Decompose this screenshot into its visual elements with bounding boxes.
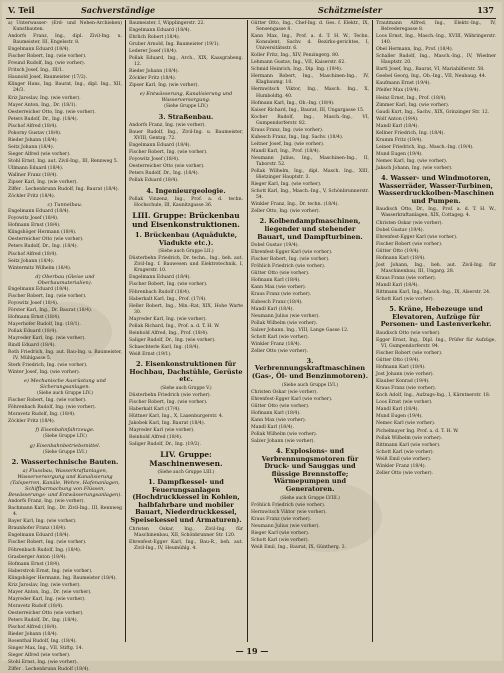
directory-entry: Hüttner Karl, Ing., X, Laxenburgerstr. 4. <box>129 413 224 419</box>
directory-entry: Mayreder Karl (wie vorher). <box>129 428 195 434</box>
cross-reference: (Siehe auch Gruppe LIII.) <box>157 469 215 475</box>
cross-reference: (Siehe auch Gruppe V.) <box>160 385 212 391</box>
directory-entry: Loos Ernst (wie vorher). <box>376 400 433 406</box>
subsection-heading: e) Mechanische Ausrüstung und Sicherungsanlagen. <box>24 378 106 391</box>
directory-entry: Hermwitsch Viktor (wie vorher). <box>251 509 327 515</box>
directory-entry: Schaller Rudolf, Ing., Masch.-Ing., IV, Wiedner Hauptstr. 20. <box>376 54 496 66</box>
section-heading: 2. Wassertechnische Bauten. <box>11 457 119 466</box>
directory-entry: Obel Hermann, Ing., Prof. (18/4). <box>376 47 454 53</box>
section-heading: 1. Brückenbau (Aquädukte, Viadukte etc.). <box>135 231 237 247</box>
directory-entry: Rittmann Karl, Ing., Masch.-Ing., IX, Alserstr. 24. <box>376 289 491 295</box>
directory-entry: Pollak Eduard, Ing., Arch., XIX, Kaasgrabeng. 12. <box>129 56 243 68</box>
directory-entry: Kann Max (wie vorher). <box>251 417 307 423</box>
directory-entry: Schmid Heinrich, Ing., Dip. Ing. (19/4). <box>251 67 343 73</box>
column-2 <box>129 21 243 641</box>
directory-entry: Kraus Franz (wie vorher). <box>251 516 312 522</box>
directory-entry: Winkler Franz (18/4). <box>376 463 427 469</box>
directory-entry: Engelmann Eduard (18/4). <box>8 286 70 292</box>
directory-entry: Peters Rudolf, Dr., Ing. (18/4). <box>129 171 199 177</box>
directory-entry: Engelmann Eduard (18/4). <box>129 143 191 149</box>
directory-entry: Kraus Franz (wie vorher). <box>251 292 312 298</box>
directory-entry: Düsterbehn Friedrich (wie vorher). <box>129 392 212 398</box>
directory-entry: Pischof Alfred (18/4). <box>8 123 58 129</box>
directory-entry: Ehrenfest-Egger Karl (wie vorher). <box>376 234 458 240</box>
directory-entry: Ehrenfest-Egger Karl (wie vorher). <box>251 396 333 402</box>
directory-entry: Fischer Robert, Ing. (wie vorher). <box>251 257 330 263</box>
directory-entry: Singer Max, Ing., VII, Stiftg. 14. <box>8 646 83 652</box>
directory-entry: Engelmann Eduard (18/4). <box>8 533 70 539</box>
directory-entry: Haberkalt Karl, Ing., Prof. (17/4). <box>129 296 207 302</box>
directory-entry: Mandl Karl (18/4). <box>376 123 419 129</box>
directory-entry: Hofmann Karl (18/4). <box>251 410 301 416</box>
directory-entry: Mund Eugen (19/4). <box>376 414 423 420</box>
directory-entry: Ehrenfest-Egger Karl, Ing., Bau-R., beh. aut. Zivil-Ing., IV, Heumühlg. 4. <box>129 539 243 551</box>
directory-entry: Wintermitz Wilhelm (18/4). <box>8 265 72 271</box>
directory-entry: Heinz Ernst, Ing., Prof. (18/4). <box>376 95 447 101</box>
directory-entry: Mandl Karl, Ing., Prof. (18/4). <box>251 148 320 154</box>
directory-entry: Mandl Karl (18/4). <box>376 407 419 413</box>
directory-entry: Oesterreicher Otto (wie vorher). <box>8 610 84 616</box>
directory-entry: Zimmer Karl, Ing. (wie vorher). <box>376 102 450 108</box>
section-heading: 3. Straßenbau. <box>158 112 214 121</box>
directory-entry: Hermwitsch Viktor, Ing., Masch. Ing., X, Humboldtg. 40. <box>251 87 369 99</box>
subsection-heading: f) Eisenbahnfahrzeuge. <box>35 427 95 434</box>
directory-entry: Schott Karl (wie vorher). <box>376 449 434 455</box>
group-heading: LIV. Gruppe: Maschinenwesen. <box>149 450 223 468</box>
directory-entry: Föhrenbach Rudolf, Ing. (18/4). <box>8 547 82 553</box>
directory-entry: Haberkalt Karl (17/4). <box>129 406 181 412</box>
directory-entry: Fischer Robert, Ing. (wie vorher). <box>8 540 87 546</box>
directory-entry: Klinger Hans, Ing. Baurat, Ing., dipl. Ing., XII, 24/3. <box>8 82 122 94</box>
directory-entry: Leiner Friedrich, Ing., Masch.-Ing. (19/4). <box>376 144 474 150</box>
directory-entry: Fischer Robert, Ing. (wie vorher). <box>129 150 208 156</box>
directory-entry: Engelmann Eduard (18/4). <box>8 209 70 215</box>
directory-entry: Haunold Josef, Baumeister (17/2). <box>8 75 87 81</box>
directory-entry: Foyowitz Josef (18/4). <box>8 300 59 306</box>
cross-reference: (Siehe Gruppe LIV.) <box>43 434 87 440</box>
directory-entry: Föhrenbach Rudolf, Ing. (wie vorher). <box>8 405 96 411</box>
directory-entry: Andorfs Franz, Ing. (wie vorher). <box>8 499 85 505</box>
cross-reference: (Siehe auch Gruppe LII.) <box>158 249 214 255</box>
directory-entry: Klingshöger Hermann, Ing. Baumeister (18/4). <box>8 575 117 581</box>
directory-entry: Jakobek Karl, Ing. Baurat (18/4). <box>129 420 206 426</box>
directory-entry: Zeller Otto, Ing. (wie vorher). <box>251 209 321 215</box>
directory-entry: Saliger Rudolf, Dr., Ing. (wie vorher). <box>129 337 216 343</box>
directory-entry: Oesterreicher Otto, Ing. (wie vorher). <box>8 109 96 115</box>
directory-entry: Stohl Ernst, Ing. (wie vorher). <box>8 660 78 666</box>
directory-entry: Mayreder Karl, Ing. (wie vorher). <box>8 596 86 602</box>
directory-entry: Gütter Otto (wie vorher). <box>251 403 310 409</box>
directory-entry: Lederer Josef (18/4). <box>129 49 178 55</box>
directory-entry: Roth Friedrich, Ing. aut. Bau-Ing. u. Baumeister, IV, Mühlgasse 5. <box>8 350 122 362</box>
directory-entry: Moravetz Rudolf, Ing. (18/4). <box>8 412 76 418</box>
directory-entry: Mayer Anton, Ing., Dr. (18/1). <box>8 102 77 108</box>
column-1 <box>8 21 122 673</box>
directory-entry: Mayreder Karl, Ing. (wie vorher). <box>129 316 207 322</box>
directory-entry: Mandl Karl (18/4). <box>376 282 419 288</box>
directory-entry: Neumann Julius (wie vorher). <box>251 523 320 529</box>
section-heading: 2. Kolbendampfmaschinen, liegender und stehender Bauart, und Dampfturbinen. <box>257 217 363 241</box>
directory-entry: Zipser Karl, Ing. (wie vorher). <box>8 180 78 186</box>
directory-entry: Rittmann Karl (wie vorher). <box>376 442 441 448</box>
directory-entry: Kann Max, Ing., Prof. a. d. T. H. W., Techn. Konsulent, Sachv. d. Bezirks-gerichtes, I, Universitätsstr. 6. <box>251 34 369 52</box>
directory-entry: Koch Adolf, Ing., Aufzugs-Ing., I, Kärntnerstr. 18. <box>376 393 491 399</box>
directory-entry: Mayer Anton, Ing., Dr. (wie vorher). <box>8 589 92 595</box>
cross-reference: (Siehe Gruppe LIV.) <box>164 104 208 110</box>
directory-entry: Klingshöger Hermann (18/4). <box>8 230 77 236</box>
directory-entry: Hofmann Karl (18/4). <box>376 365 426 371</box>
directory-entry: Lehmann Gustav, Ing., VII, Kaiserstr. 62. <box>251 60 346 66</box>
directory-entry: Hofmann Karl (18/4). <box>376 255 426 261</box>
directory-entry: Kellner Friedrich, Ing. (18/4). <box>376 130 445 136</box>
directory-entry: Fischer Robert (wie vorher). <box>376 350 443 356</box>
directory-entry: Braunhofer Franz (18/4). <box>8 526 67 532</box>
directory-entry: Föhrenbach Rudolf (18/4). <box>129 289 191 295</box>
directory-entry: Sterk Friedrich, Ing. (wie vorher). <box>8 363 88 369</box>
directory-entry: Engelmann Eduard (18/4). <box>129 275 191 281</box>
directory-entry: Kaufmann Ernst (19/4). <box>376 81 431 87</box>
directory-entry: Neumann Julius, Ing., Maschinen-Ing., II, Taborstr. 52. <box>251 155 369 167</box>
directory-entry: Foyowitz Josef (18/4). <box>129 157 180 163</box>
footer-page-number: — 19 — <box>235 646 269 656</box>
directory-entry: Ziffer . Lechenbrunn Rudolf, Ing. Baurat (18/4). <box>8 187 120 193</box>
directory-entry: Baudisch Otto (wie vorher). <box>376 330 441 336</box>
directory-entry: Pollak Eduard (18/4). <box>8 328 58 334</box>
directory-entry: Winter Josef, Ing. (wie vorher). <box>8 370 81 376</box>
subsection-heading: d) Oberbau (Gleise und Oberbaumaterialien). <box>35 273 95 286</box>
directory-entry: Bauer Rudolf, Ing., Zivil-Ing. u. Baumeister, XVIII, Gentzg. 72. <box>129 130 243 142</box>
directory-entry: Fischer Robert (wie vorher). <box>376 241 443 247</box>
directory-entry: Rieder Johann (18/4). <box>8 632 59 638</box>
directory-entry: Wolf Anton (19/4). <box>376 116 419 122</box>
directory-entry: Mandl Karl (18/4). <box>251 306 294 312</box>
section-heading: 1. Dampfkessel- und Feuerungsanlagen (Hochdruckkessel in Kohlen, halbfahrbare und mobiler Bauart, Niederdruckkessel, Speisekessel und Armaturen). <box>130 478 242 524</box>
directory-entry: Schott Karl (wie vorher). <box>376 297 434 303</box>
directory-entry: Ziffer . Lechenbrunn Rudolf (18/4). <box>8 667 90 673</box>
directory-entry: Dobel Gustav (19/4). <box>376 227 425 233</box>
directory-entry: Weiß Emil, Ing., Baurat, IX, Güntherg. 3. <box>251 544 347 550</box>
directory-entry: Zeller Otto (wie vorher). <box>251 348 308 354</box>
directory-entry: Stohl Ernst, Ing. aut. Zivil-Ing., III, Rennweg 5. <box>8 158 119 164</box>
directory-entry: Fröhlich Friedrich (wie vorher). <box>251 502 326 508</box>
directory-entry: Foyowitz Josef (18/4). <box>8 216 59 222</box>
directory-entry: Oesterreicher Otto (wie vorher). <box>8 237 84 243</box>
directory-entry: Pokorny Gustav (18/4). <box>8 130 62 136</box>
directory-entry: Schott Karl, Ing., Masch.-Ing., V, Schönbrunnerstr. 54. <box>251 189 370 201</box>
directory-entry: Pichelmayer Ing. Prof. a. d. T. H. W. <box>376 428 459 434</box>
group-heading: LIII. Gruppe: Brückenbau und Eisenkonstruktionen. <box>132 211 240 229</box>
directory-entry: Klauber Konrad (19/4). <box>376 379 430 385</box>
directory-entry: Engelmann Eduard (18/4). <box>8 47 70 53</box>
directory-entry: Ehrenfest-Egger Karl (wie vorher). <box>251 250 333 256</box>
directory-entry: Rindl Eduard (18/4). <box>8 343 56 349</box>
directory-entry: Loos Ernst, Ing., Masch.-Ing., XVIII, Währingerstr. 140. <box>376 34 496 46</box>
directory-entry: Hofmann Ernst (18/4). <box>8 223 61 229</box>
directory-entry: Jost Johann (wie vorher). <box>376 372 435 378</box>
directory-entry: Kraus Franz (wie vorher). <box>376 386 437 392</box>
directory-entry: Mund Eugen (19/4). <box>376 151 423 157</box>
header-title-left: Sachverständige <box>81 5 156 15</box>
cross-reference: (Siehe auch Gruppe LVIII.) <box>280 495 340 501</box>
directory-entry: Zeller Otto (wie vorher). <box>376 470 433 476</box>
column-3 <box>251 21 369 641</box>
directory-entry: Hofmann Ernst (18/4). <box>8 314 61 320</box>
directory-entry: Andorfs Franz, Ing., dipl. Zivil-Ing. u. Baumeister, III, Engelsstr. 8. <box>8 34 122 46</box>
column-divider <box>125 20 126 642</box>
directory-entry: Seitz Johann (18/4). <box>8 258 55 264</box>
directory-entry: Gütter Otto, Ing., Chef-Ing. d. Ges. f. Elektr., IX, Sensengasse 8. <box>251 21 369 33</box>
directory-entry: Fischer Robert, Ing. (wie vorher). <box>129 282 208 288</box>
directory-entry: Rieger Karl, Ing. (wie vorher). <box>251 182 322 188</box>
directory-entry: Gaudi Kurt, Ing., Sachv., XIX, Grinzinger Str. 12. <box>376 109 490 115</box>
directory-entry: Hofmann Karl, Ing., Ob.-Ing. (18/4). <box>251 100 335 106</box>
directory-entry: Förster Karl, Ing., Dr. Baurat (18/4). <box>8 307 93 313</box>
directory-entry: Wallner Franz (18/4). <box>8 173 58 179</box>
directory-entry: Gütter Otto (wie vorher). <box>251 271 310 277</box>
section-heading: 3. Verbrennungskraftmaschinen (Gas-, Öl- und Benzinmotoren). <box>251 356 369 381</box>
directory-entry: Weiß Emil (wie vorher). <box>376 456 432 462</box>
section-heading: 2. Eisenkonstruktionen für Hochbau, Dachstühle, Gerüste etc. <box>129 359 243 384</box>
directory-entry: Kann Max (wie vorher). <box>251 285 307 291</box>
directory-entry: Baudisch Otto, Dr., Ing., Prof. a. d. T. H. W., Wasserkraftanlagen, XIX, Cottageg. 4. <box>376 207 496 219</box>
directory-entry: Moravetz Rudolf (18/4). <box>8 603 64 609</box>
directory-entry: Gütter Otto (19/4). <box>376 248 420 254</box>
directory-entry: Koller Fritz, Ing., XIV, Penzingerg. 80. <box>251 53 340 59</box>
directory-entry: Fischer Robert, Ing. (wie vorher). <box>129 399 208 405</box>
directory-entry: Zöckler Fritz (18/4). <box>8 194 56 200</box>
directory-entry: Leitner Josef, Ing. (wie vorher). <box>251 141 325 147</box>
directory-entry: Fröhlich Friedrich (wie vorher). <box>251 264 326 270</box>
directory-entry: Mayerhofer Rudolf, Ing. (18/1). <box>8 321 81 327</box>
header-title-right: Schätzmeister <box>318 5 382 15</box>
directory-entry: Andorfs Franz, Ing. (wie vorher). <box>129 123 206 129</box>
directory-entry: Jost Johann, Ing., beh. aut. Zivil-Ing. für Maschinenbau, III, Ungarg. 28. <box>376 262 496 274</box>
directory-entry: Zöckler Fritz (18/4). <box>8 419 56 425</box>
subsection-heading: c) Tunnelbau. <box>47 202 83 209</box>
directory-entry: Hermann Robert, Ing., Maschinen-Ing., IV, Klagbaumg. 10. <box>251 74 369 86</box>
directory-entry: Engelmann Eduard (18/4). <box>129 28 191 34</box>
directory-entry: Mandl Karl (18/4). <box>251 424 294 430</box>
directory-entry: Mayreder Karl, Ing. (wie vorher). <box>8 335 86 341</box>
directory-entry: Reinhold Alfred, Ing., Prof. (18/4). <box>129 330 209 336</box>
subsection-heading: g) Eisenbahnbetriebsmittel. <box>29 442 101 449</box>
directory-entry: Peters Rudolf, Dr., Ing. (18/4). <box>8 244 78 250</box>
directory-entry: Kubesch Franz, Ing., Ing. Sachv. (18/4). <box>251 134 344 140</box>
cross-reference: (Siehe Gruppe LVI.) <box>42 449 87 455</box>
directory-entry: Oesterreicher Otto (wie vorher). <box>129 164 205 170</box>
directory-entry: Nemec Karl (wie vorher). <box>376 421 436 427</box>
directory-entry: Kriz Jaroslav, Ing. (wie vorher). <box>8 582 81 588</box>
directory-entry: Kraus Franz, Ing. (wie vorher). <box>251 127 324 133</box>
directory-entry: Kocher Rudolf, Ing., Masch.-Ing., VI, Gumpendorferstr. 82. <box>251 114 369 126</box>
directory-entry: Schaechterle Karl, Ing. (18/4). <box>129 344 200 350</box>
directory-entry: Seitz Johann (18/4). <box>8 144 55 150</box>
directory-entry: Rieger Karl (wie vorher). <box>251 530 310 536</box>
directory-entry: Christen Oskar, Ing., Zivil-Ing. für Maschinenbau, XII, Schönbrunner Str. 120. <box>129 526 243 538</box>
directory-entry: Grasberger Anton (18/4). <box>8 554 67 560</box>
directory-entry: Kriz Jaroslav, Ing. (wie vorher). <box>8 95 81 101</box>
directory-entry: Baumeister, I, Wipplingerstr. 22. <box>129 21 205 26</box>
section-heading: 4. Explosions- und Verbrennungsmotoren für Druck- und Sauggas und flüssige Brennstoffe; Wärmepumpen und Generatoren. <box>261 447 359 494</box>
directory-entry: Freund Rudolf, Ing. (wie vorher). <box>8 61 86 67</box>
directory-entry: Bayer Karl, Ing. (wie vorher). <box>8 519 77 525</box>
directory-entry: Zöckler Fritz (18/4). <box>129 76 177 82</box>
directory-entry: Schott Karl (wie vorher). <box>251 334 309 340</box>
directory-entry: Dobel Gustav (19/4). <box>251 243 300 249</box>
directory-entry: Ehrlich Robert (18/4). <box>129 35 181 41</box>
directory-entry: Hofmann Karl (18/4). <box>251 278 301 284</box>
directory-entry: Kubesch Franz (18/4). <box>251 299 303 305</box>
directory-entry: Schott Karl (wie vorher). <box>251 537 309 543</box>
directory-entry: Pollak Eduard (18/4). <box>129 178 179 184</box>
directory-entry: Gütter Otto (19/4). <box>376 358 420 364</box>
page-header <box>6 4 496 19</box>
directory-entry: Fritsch Josef, Ing., III/1. <box>8 68 64 74</box>
directory-entry: Bartl Josef, Ing., Baurat, VI, Mariahilferstr. 58. <box>376 67 485 73</box>
directory-entry: Pfeifer Max (19/4). <box>376 88 420 94</box>
subsection-heading: e) Entwässerung, Kanalisierung und Wasserversorgung. <box>139 91 233 104</box>
directory-page <box>2 2 502 673</box>
directory-entry: Winkler Franz, Ing., Dr. techn. (18/4). <box>251 202 339 208</box>
directory-entry: Christen Oskar (wie vorher). <box>376 220 443 226</box>
section-heading: 4. Ingenieurgeologie. <box>146 186 226 195</box>
directory-entry: Neumann Julius (wie vorher). <box>251 313 320 319</box>
directory-entry: Rieder Johann (18/4). <box>8 137 59 143</box>
directory-entry: Sieger Alfred (wie vorher). <box>8 151 71 157</box>
cross-reference: (Siehe auch Gruppe LVI.) <box>281 382 339 388</box>
directory-entry: Christen Oskar (wie vorher). <box>251 389 318 395</box>
directory-entry: Bachmann Karl, Ing., Dr. Zivil-Ing., III, Rennweg 4. <box>8 506 122 518</box>
subsection-heading: a) Flussbau, Wasserkraftanlagen, Wasserversorgung und Kanalisierung (Talsperren, Kanäle, Wehre, Hafenanlagen, Schiffbarmachung von Flüssen, Bewässerungs- und Entwässerungsanlagen). <box>8 468 122 499</box>
directory-entry: Haberstroh Ernst, Ing. (wie vorher). <box>8 568 93 574</box>
directory-entry: Pollak Richard, Ing., Prof. a. d. T. H. W. <box>129 323 220 329</box>
directory-entry: Fischer Robert, Ing. (wie vorher). <box>8 398 87 404</box>
directory-entry: Rieder Johann (18/4). <box>129 69 180 75</box>
directory-entry: Hofmann Ernst (18/4). <box>8 561 61 567</box>
directory-entry: Kraus Franz (wie vorher). <box>376 275 437 281</box>
header-page-number: 137 <box>477 5 494 15</box>
directory-entry: Sieger Alfred (wie vorher). <box>8 653 71 659</box>
directory-entry: Goebel Georg, Ing., Ob.-Ing., VII, Neubaug. 44. <box>376 74 487 80</box>
header-section: V. Teil <box>8 5 35 15</box>
directory-entry: Salzer Johann, Ing., VIII, Lange Gasse 12. <box>251 327 349 333</box>
directory-entry: Peters Rudolf, Dr., Ing. (18/4). <box>8 116 78 122</box>
section-heading: 4. Wasser- und Windmotoren, Wasserräder, Wasser-Turbinen, Wasserdruckkolben-Maschinen und Pumpen. <box>378 174 494 205</box>
column-divider <box>372 20 373 642</box>
column-divider <box>247 20 248 642</box>
directory-entry: Pollak Wilhelm (wie vorher). <box>251 432 318 437</box>
directory-entry: Kaiser Richard, Ing., Baurat, III, Ungargasse 15. <box>251 107 365 113</box>
directory-entry: Weiß Ernst (19/1). <box>129 351 172 357</box>
directory-entry: Peters Rudolf, Dr., Ing. (18/4). <box>8 617 78 623</box>
directory-entry: a) Unterwasser- (Erd- und Neben-Archieken) Kunstbauten. <box>8 21 122 33</box>
directory-entry: Jaksch Johann, Ing. (wie vorher). <box>376 165 453 171</box>
directory-entry: Ullmann Eduard (18/4). <box>8 165 64 171</box>
directory-entry: Egger Ernst, Ing., Dipl. Ing., Prüfer für Aufzüge, VI, Gumpendorferstr. 94. <box>376 337 496 349</box>
directory-entry: Heller Robert, Ing., Min.-Rat, XIX, Hohe Warte 30. <box>129 303 243 315</box>
directory-entry: Trautmann Alfred, Ing., Elektr.-Ing., IV, Belvederegasse 8. <box>376 21 496 33</box>
directory-entry: Pollak Vinzenz, Ing., Prof. a. d. techn. Hochschule, III, Kaunitzgasse 36. <box>129 197 243 209</box>
directory-entry: Pischof Alfred (18/4). <box>8 625 58 631</box>
directory-entry: Düsterbehn Friedrich, Dr. techn., Ing., beh. aut. Zivil-Ing. f. Bauwesen und Elektrotechnik, I, Krugerstr. 10. <box>129 256 243 274</box>
directory-entry: Nemec Karl, Ing. (wie vorher). <box>376 158 448 164</box>
directory-entry: Saliger Rudolf, Dr., Ing. (19/2). <box>129 442 201 448</box>
directory-entry: Winkler Franz (18/4). <box>251 341 302 347</box>
directory-entry: Salzer Johann (wie vorher). <box>251 439 315 445</box>
directory-entry: Reinhold Alfred (18/4). <box>129 435 183 441</box>
directory-entry: Rosenthal Rudolf, Ing. (18/4). <box>8 639 77 645</box>
directory-entry: Pollak Wilhelm, Ing., dipl. Masch. Ing., XIII, Hietzinger Hauptstr. 3. <box>251 169 369 181</box>
column-4 <box>376 21 496 641</box>
directory-entry: Zipser Karl, Ing. (wie vorher). <box>129 83 199 89</box>
directory-entry: Krumm Fritz (19/4). <box>376 137 423 143</box>
directory-entry: Pollak Wilhelm (wie vorher). <box>376 435 443 441</box>
cross-reference: (Siehe auch Gruppe LIV.) <box>37 391 93 397</box>
directory-entry: Pischof Alfred (18/4). <box>8 251 58 257</box>
directory-entry: Fischer Robert, Ing. (wie vorher). <box>8 54 87 60</box>
directory-entry: Gruber Arnold, Ing. Baumeister (19/1). <box>129 42 220 48</box>
section-heading: 5. Kräne, Hebezeuge und Elevatoren, Aufzüge für Personen- und Lastenverkehr. <box>380 305 492 329</box>
directory-entry: Pollak Wilhelm (wie vorher). <box>251 320 318 326</box>
directory-entry: Fischer Robert, Ing. (wie vorher). <box>8 293 87 299</box>
